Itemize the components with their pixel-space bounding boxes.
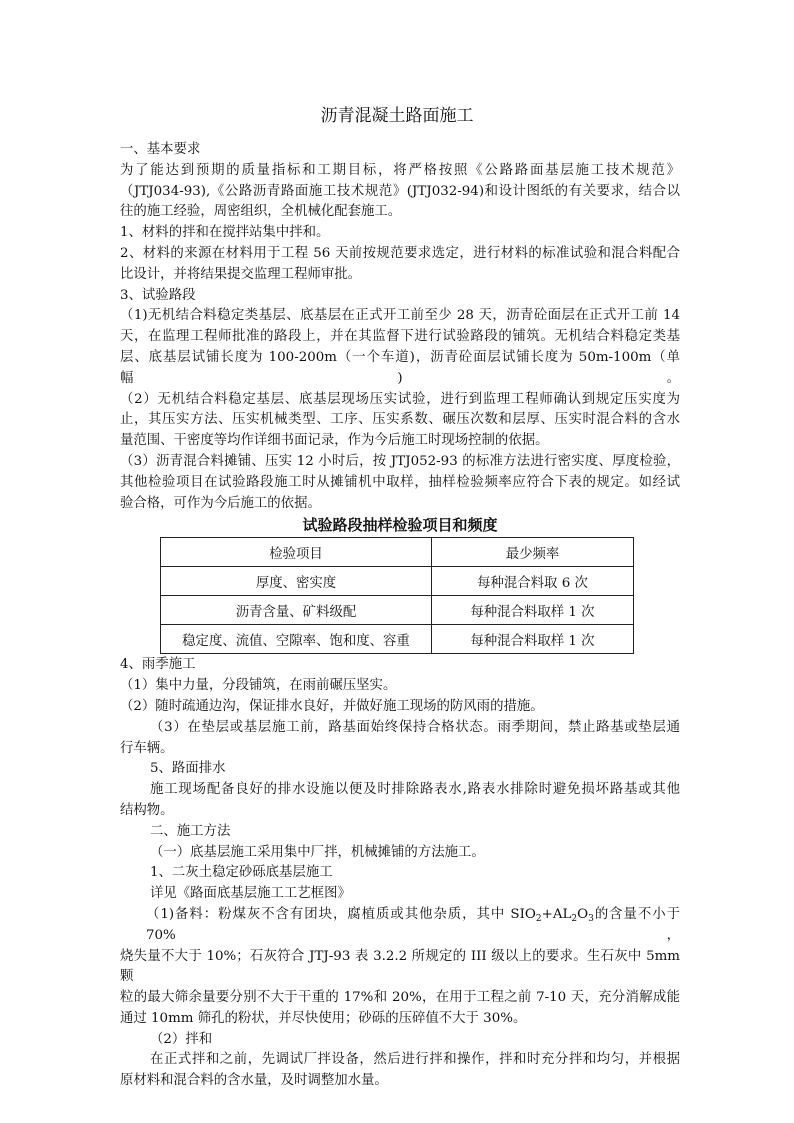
body-line: 二、施工方法 <box>150 823 231 839</box>
body-line: 量范围、干密度等均作详细书面记录，作为今后施工时现场控制的依据。 <box>120 433 549 449</box>
body-line: 烧失量不大于 10%；石灰符合 JTJ-93 表 3.2.2 所规定的 III 级以上的要求。生石灰中 5mm 颗 <box>120 948 680 985</box>
body-line: 在正式拌和之前，先调试厂拌设备，然后进行拌和操作，拌和时充分拌和均匀，并根据 <box>150 1052 680 1068</box>
table-cell: 厚度、密实度 <box>161 567 432 596</box>
table-row <box>161 567 634 596</box>
body-line: 往的施工经验，周密组织，全机械化配套施工。 <box>120 204 402 220</box>
body-line: 通过 10mm 筛孔的粉状，并尽快使用；砂砾的压碎值不大于 30%。 <box>120 1010 527 1026</box>
body-line: 原材料和混合料的含水量，及时调整加水量。 <box>120 1073 388 1089</box>
body-line: 1、二灰土稳定砂砾底基层施工 <box>150 865 333 881</box>
table-cell: 沥青含量、矿料级配 <box>161 596 432 625</box>
table-cell: 稳定度、流值、空隙率、饱和度、容重 <box>161 625 432 654</box>
table-header-cell: 检验项目 <box>161 538 432 567</box>
document-body <box>120 140 680 1092</box>
body-line: 验合格，可作为今后施工的依据。 <box>120 495 321 511</box>
body-line: 1、材料的拌和在搅拌站集中拌和。 <box>120 225 330 241</box>
body-line: （JTJ034-93),《公路沥青路面施工技术规范》(JTJ032-94)和设计图纸的有关要求，结合以 <box>120 183 680 199</box>
body-line: 层、底基层试铺长度为 100-200m（一个车道)，沥青砼面层试铺长度为 50m-100m（单幅)。 <box>120 349 680 386</box>
body-line: （1)无机结合料稳定类基层、底基层在正式开工前至少 28 天，沥青砼面层在正式开工前 14 <box>120 308 680 324</box>
body-line: 4、雨季施工 <box>120 657 196 673</box>
body-line-materials: （1)备料：粉煤灰不含有团块，腐植质或其他杂质，其中 $SIO_2+AL_2O_3$的含量不小于 70%， <box>146 906 680 943</box>
body-line: 结构物。 <box>120 802 174 818</box>
body-line: （1）集中力量，分段铺筑，在雨前碾压坚实。 <box>120 678 397 694</box>
body-line: 5、路面排水 <box>150 761 226 777</box>
table-header-row <box>161 538 634 567</box>
body-section-rainy-season <box>120 655 680 884</box>
body-line: 3、试验路段 <box>120 287 196 303</box>
inspection-frequency-table <box>160 537 634 654</box>
table-cell: 每种混合料取样 1 次 <box>432 596 634 625</box>
body-line: （2）随时疏通边沟，保证排水良好，并做好施工现场的防风雨的措施。 <box>120 698 544 714</box>
table-cell: 每种混合料取 6 次 <box>432 567 634 596</box>
body-section-requirements <box>120 140 680 514</box>
document-title: 沥青混凝土路面施工 <box>320 106 474 126</box>
body-line: （一）底基层施工采用集中厂拌，机械摊铺的方法施工。 <box>150 844 485 860</box>
body-line: 止，其压实方法、压实机械类型、工序、压实系数、碾压次数和层厚、压实时混合料的含水 <box>120 412 680 428</box>
body-line: 2、材料的来源在材料用于工程 56 天前按规范要求选定，进行材料的标准试验和混合料配合 <box>120 245 680 261</box>
body-line: 行车辆。 <box>120 740 174 756</box>
table-row <box>161 596 634 625</box>
body-line: 比设计，并将结果提交监理工程师审批。 <box>120 266 362 282</box>
body-line: 其他检验项目在试验路段施工时从摊铺机中取样，抽样检验频率应符合下表的规定。如经试 <box>120 474 680 490</box>
body-section-mixing <box>120 947 680 1093</box>
table-header-cell: 最少频率 <box>432 538 634 567</box>
table-cell: 每种混合料取样 1 次 <box>432 625 634 654</box>
body-line: （2）无机结合料稳定基层、底基层现场压实试验，进行到监理工程师确认到规定压实度为 <box>120 391 680 407</box>
body-line: （3）在垫层或基层施工前，路基面始终保持合格状态。雨季期间，禁止路基或垫层通 <box>150 719 680 735</box>
body-section-reference <box>120 884 680 905</box>
table-row <box>161 625 634 654</box>
body-line: （2）拌和 <box>150 1031 213 1047</box>
table-title: 试验路段抽样检验项目和频度 <box>302 516 498 535</box>
body-line: 施工现场配备良好的排水设施以便及时排除路表水,路表水排除时避免损坏路基或其他 <box>150 782 680 798</box>
body-line: 一、基本要求 <box>120 142 201 157</box>
body-line: 为了能达到预期的质量指标和工期目标，将严格按照《公路路面基层施工技术规范》 <box>120 162 680 178</box>
body-line: 天，在监理工程师批准的路段上，并在其监督下进行试验路段的铺筑。无机结合料稳定类基 <box>120 329 680 345</box>
body-line: 粒的最大筛余量要分别不大于干重的 17%和 20%，在用于工程之前 7-10 天，充分消解成能 <box>120 990 680 1006</box>
body-line: 详见《路面底基层施工工艺框图》 <box>150 886 351 902</box>
body-line: （3）沥青混合料摊铺、压实 12 小时后，按 JTJ052-93 的标准方法进行密实度、厚度检验， <box>120 453 680 469</box>
